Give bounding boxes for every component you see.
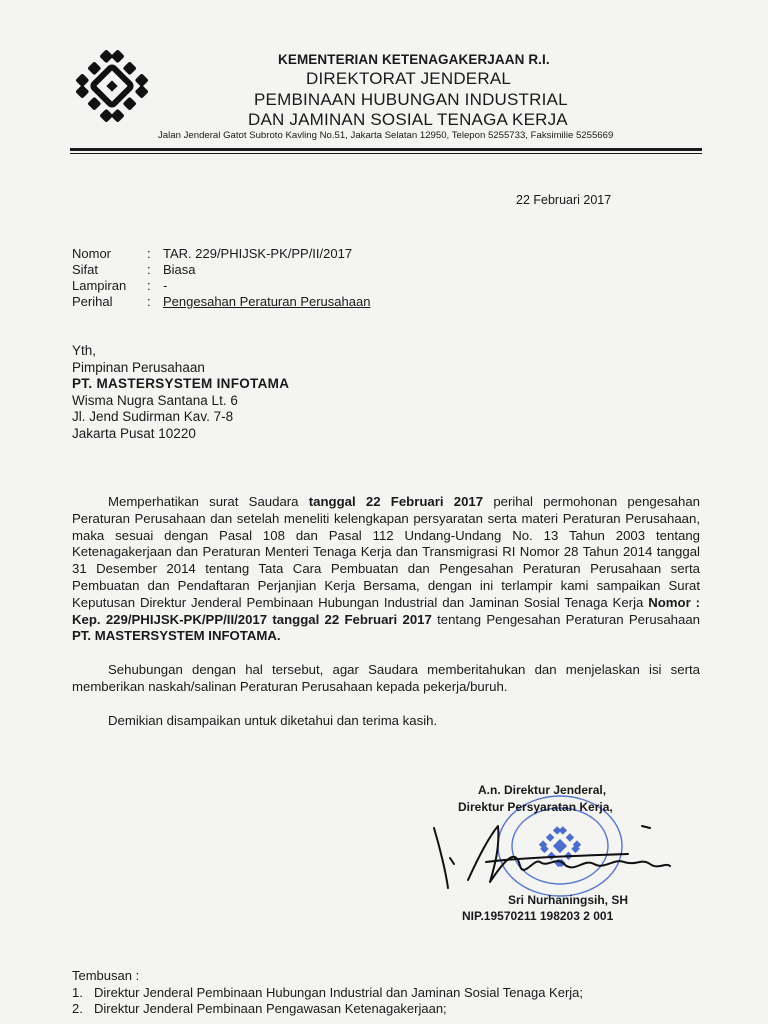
handwritten-signature-icon — [428, 818, 688, 898]
meta-label: Perihal — [72, 294, 113, 309]
cc-item-text: Direktur Jenderal Pembinaan Hubungan Industrial dan Jaminan Sosial Tenaga Kerja; — [94, 984, 584, 1000]
signature-subtitle: Direktur Persyaratan Kerja, — [458, 800, 613, 814]
meta-perihal — [72, 294, 370, 310]
body-paragraph: Sehubungan dengan hal tersebut, agar Saudara memberitahukan dan menjelaskan isi serta memberikan naskah/salinan Peraturan Perusahaan kepada pekerja/buruh. — [72, 662, 700, 694]
recipient-position: Pimpinan Perusahaan — [72, 359, 205, 375]
cc-block — [72, 968, 583, 1018]
directorate-line3: DAN JAMINAN SOSIAL TENAGA KERJA — [248, 110, 568, 129]
directorate-line2: PEMBINAAN HUBUNGAN INDUSTRIAL — [254, 90, 568, 109]
signatory-name: Sri Nurhaningsih, SH — [508, 893, 629, 907]
salutation: Yth, — [72, 343, 97, 358]
letterhead-rule-thin — [70, 153, 702, 154]
cc-item — [72, 1001, 583, 1018]
signatory-nip: NIP.19570211 198203 2 001 — [462, 909, 614, 923]
cc-item-number: 2. — [72, 1001, 83, 1016]
meta-label: Sifat — [72, 262, 99, 277]
meta-value: Biasa — [163, 262, 196, 277]
meta-value: Pengesahan Peraturan Perusahaan — [163, 294, 371, 309]
recipient-block — [72, 343, 289, 442]
signature-title: A.n. Direktur Jenderal, — [478, 783, 607, 797]
meta-label: Nomor — [72, 246, 112, 261]
ministry-name: KEMENTERIAN KETENAGAKERJAAN R.I. — [278, 52, 550, 67]
recipient-company: PT. MASTERSYSTEM INFOTAMA — [72, 376, 290, 391]
body-text: Memperhatikan surat Saudara — [108, 494, 309, 509]
cc-item-text: Direktur Jenderal Pembinaan Pengawasan Ketenagakerjaan; — [94, 1001, 447, 1016]
cc-item — [72, 985, 583, 1002]
meta-sifat — [72, 262, 370, 278]
letter-meta — [72, 246, 370, 310]
meta-value: - — [163, 278, 168, 293]
meta-colon: : — [147, 294, 151, 309]
body-text: tentang Pengesahan Peraturan Perusahaan — [431, 611, 700, 627]
cc-item-number: 1. — [72, 984, 83, 1000]
body-text-bold: Nomor : Kep. 229/PHIJSK-PK/PP/II/2017 tanggal 22 Februari 2017 — [72, 594, 700, 627]
directorate-line1: DIREKTORAT JENDERAL — [306, 69, 512, 88]
cc-title: Tembusan : — [72, 968, 140, 983]
meta-colon: : — [147, 246, 151, 261]
body-paragraph: Demikian disampaikan untuk diketahui dan terima kasih. — [108, 712, 438, 728]
body-text-bold: PT. MASTERSYSTEM INFOTAMA. — [72, 628, 281, 644]
letterhead-address: Jalan Jenderal Gatot Subroto Kavling No.51, Jakarta Selatan 12950, Telepon 5255733, Faksimilie 5255669 — [158, 130, 614, 141]
letter-body — [72, 494, 700, 730]
meta-lampiran — [72, 278, 370, 294]
recipient-address-line: Jl. Jend Sudirman Kav. 7-8 — [72, 409, 234, 424]
meta-value: TAR. 229/PHIJSK-PK/PP/II/2017 — [163, 246, 353, 261]
recipient-address-line: Jakarta Pusat 10220 — [72, 425, 196, 441]
body-text: perihal permohonan pengesahan Peraturan Perusahaan dan setelah meneliti kelengkapan persyaratan serta materi Peraturan Perusahaan, maka sesuai dengan Pasal 108 dan Pasal 112 Undang-Undang No. 13 Tahun 2003 tentang Ketenagakerjaan dan Peraturan Menteri Tenaga Kerja dan Transmigrasi RI Nomor 28 Tahun 2014 tanggal 31 Desember 2014 tentang Tata Cara Pembuatan dan Pengesahan Peraturan Perusahaan serta Pembuatan dan Pendaftaran Perjanjian Kerja Bersama, dengan ini terlampir kami sampaikan Surat Keputusan Direktur Jenderal Pembinaan Hubungan Industrial dan Jaminan Sosial Tenaga Kerja — [72, 494, 701, 610]
body-paragraph — [72, 494, 700, 645]
letterhead-rule — [70, 148, 702, 151]
meta-colon: : — [147, 262, 151, 277]
recipient-address-line: Wisma Nugra Santana Lt. 6 — [72, 392, 238, 408]
meta-colon: : — [147, 278, 151, 293]
ministry-logo-icon — [70, 44, 154, 128]
letter-date: 22 Februari 2017 — [516, 193, 612, 207]
meta-nomor — [72, 246, 370, 262]
body-text-bold: tanggal 22 Februari 2017 — [308, 494, 484, 509]
meta-label: Lampiran — [72, 278, 127, 293]
